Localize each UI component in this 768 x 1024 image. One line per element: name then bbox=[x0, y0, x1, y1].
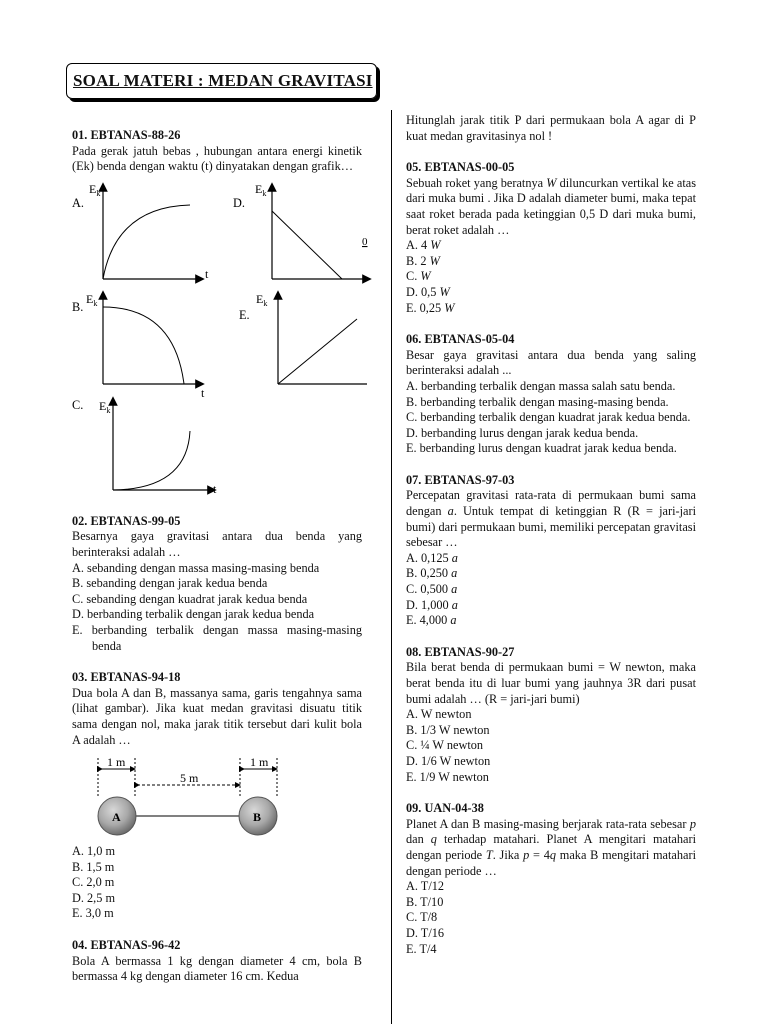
question-title: 09. UAN-04-38 bbox=[406, 801, 484, 816]
graph-c-t-label: t bbox=[213, 481, 217, 496]
column-divider bbox=[391, 110, 392, 1024]
spacer bbox=[406, 785, 696, 801]
option-b: B. 1/3 W newton bbox=[406, 722, 490, 737]
spacer bbox=[72, 922, 362, 938]
option-d: D. berbanding terbalik dengan jarak kedua benda bbox=[72, 607, 315, 622]
title-box bbox=[66, 63, 377, 99]
graph-d-ek-label: $E_k$ bbox=[255, 181, 267, 198]
question-title: 01. EBTANAS-88-26 bbox=[72, 128, 181, 142]
graph-b-curve bbox=[103, 307, 184, 384]
graph-d-line bbox=[272, 211, 342, 279]
spacer bbox=[72, 654, 362, 670]
option-e: E. berbanding terbalik dengan massa masing-masing benda bbox=[72, 622, 362, 653]
option-c: C. 0,500 a bbox=[406, 582, 458, 597]
graph-d-zero-label: 0 bbox=[362, 235, 368, 248]
option-e: E. 4,000 a bbox=[406, 613, 457, 628]
graph-a-curve bbox=[103, 205, 190, 279]
question-title: 03. EBTANAS-94-18 bbox=[72, 670, 181, 685]
option-e: E. 1/9 W newton bbox=[406, 769, 489, 784]
option-a: A. 4 W bbox=[406, 238, 441, 253]
graph-b-label: B. bbox=[72, 299, 84, 314]
graph-a bbox=[72, 182, 209, 281]
two-balls-figure bbox=[72, 756, 362, 838]
question-text: Dua bola A dan B, massanya sama, garis tengahnya sama (lihat gambar). Jika kuat medan gravitasi disuatu titik sama dengan nol, maka jarak titik tersebut dari kulit bola A adalah … bbox=[72, 685, 362, 747]
option-a: A. sebanding dengan massa masing-masing benda bbox=[72, 560, 320, 575]
option-a: A. 0,125 a bbox=[406, 550, 458, 565]
option-d: D. 2,5 m bbox=[72, 890, 116, 905]
spacer bbox=[406, 457, 696, 473]
dim-label-a: 1 m bbox=[107, 756, 126, 770]
option-b: B. 2 W bbox=[406, 253, 440, 268]
question-09 bbox=[406, 801, 696, 957]
option-c: C. ¼ W newton bbox=[406, 738, 484, 753]
graph-e-ek-label: $E_k$ bbox=[256, 291, 268, 308]
dim-label-b: 1 m bbox=[250, 756, 269, 770]
question-07 bbox=[406, 473, 696, 629]
option-b: B. sebanding dengan jarak kedua benda bbox=[72, 576, 268, 591]
question-title: 07. EBTANAS-97-03 bbox=[406, 472, 515, 487]
question-text: Bila berat benda di permukaan bumi = W newton, maka berat benda itu di luar bumi yang jauhnya 3R dari pusat bumi adalah … (R = jari-jari bumi) bbox=[406, 660, 696, 706]
option-a: A. berbanding terbalik dengan massa salah satu benda. bbox=[406, 378, 676, 393]
graph-a-label: A. bbox=[72, 195, 84, 210]
question-text: Percepatan gravitasi rata-rata di permukaan bumi sama dengan a. Untuk tempat di ketinggian R (R = jari-jari bumi) dari permukaan bumi, memiliki percepatan gravitasi sebesar … bbox=[406, 488, 696, 550]
option-b: B. 1,5 m bbox=[72, 859, 115, 874]
option-d: D. berbanding lurus dengan jarak kedua benda. bbox=[406, 425, 639, 440]
option-e: E. 3,0 m bbox=[72, 906, 114, 921]
question-01 bbox=[72, 128, 368, 509]
right-column bbox=[406, 113, 696, 957]
graph-b-t-label: t bbox=[201, 385, 205, 400]
graph-c-label: C. bbox=[72, 397, 84, 412]
graph-e-label: E. bbox=[239, 307, 250, 322]
graph-c-curve bbox=[113, 431, 190, 490]
option-e: E. 0,25 W bbox=[406, 300, 455, 315]
graph-b-ek-label: $E_k$ bbox=[86, 291, 98, 308]
graph-c-ek-label: $E_k$ bbox=[99, 398, 111, 415]
question-08 bbox=[406, 645, 696, 785]
question-04-continued: Hitunglah jarak titik P dari permukaan bola A agar di P kuat medan gravitasinya nol ! bbox=[406, 113, 696, 143]
option-c: C. T/8 bbox=[406, 910, 438, 925]
spacer bbox=[406, 629, 696, 645]
option-a: A. T/12 bbox=[406, 879, 445, 894]
graph-a-t-label: t bbox=[205, 266, 209, 281]
graph-c bbox=[72, 398, 217, 496]
option-c: C. 2,0 m bbox=[72, 875, 115, 890]
option-d: D. 0,5 W bbox=[406, 284, 450, 299]
question-text: Besar gaya gravitasi antara dua benda yang saling berinteraksi adalah ... bbox=[406, 347, 696, 378]
graph-d bbox=[233, 182, 368, 279]
option-d: D. 1/6 W newton bbox=[406, 753, 491, 768]
graph-e bbox=[239, 292, 367, 384]
graph-d-label: D. bbox=[233, 195, 245, 210]
option-c: C. W bbox=[406, 269, 431, 284]
question-text: Planet A dan B masing-masing berjarak rata-rata sebesar p dan q terhadap matahari. Planet A mengitari matahari dengan periode T. Jika p = 4q maka B mengitari matahari dengan periode … bbox=[406, 816, 697, 878]
graph-a-ek-label: $E_k$ bbox=[89, 181, 101, 198]
question-06 bbox=[406, 332, 696, 457]
spacer bbox=[406, 144, 696, 160]
option-c: C. berbanding terbalik dengan kuadrat jarak kedua benda. bbox=[406, 410, 691, 425]
option-a: A. W newton bbox=[406, 707, 472, 722]
graph-b bbox=[72, 292, 205, 400]
question-title: 04. EBTANAS-96-42 bbox=[72, 938, 181, 953]
option-e: E. berbanding lurus dengan kuadrat jarak kedua benda. bbox=[406, 441, 677, 456]
spacer bbox=[406, 316, 696, 332]
question-03 bbox=[72, 670, 362, 922]
left-column bbox=[72, 128, 368, 985]
ball-a-label: A bbox=[112, 810, 121, 825]
option-e: E. T/4 bbox=[406, 941, 437, 956]
option-d: D. T/16 bbox=[406, 925, 445, 940]
option-b: B. T/10 bbox=[406, 894, 444, 909]
question-title: 06. EBTANAS-05-04 bbox=[406, 332, 515, 347]
question-title: 08. EBTANAS-90-27 bbox=[406, 644, 515, 659]
question-text: Pada gerak jatuh bebas , hubungan antara energi kinetik (Ek) benda dengan waktu (t) dinyatakan dengan grafik… bbox=[72, 143, 362, 174]
question-04 bbox=[72, 938, 362, 985]
question-text: Besarnya gaya gravitasi antara dua benda yang berinteraksi adalah … bbox=[72, 529, 362, 559]
option-b: B. berbanding terbalik dengan masing-masing benda. bbox=[406, 394, 669, 409]
question-02 bbox=[72, 514, 362, 654]
page-title: SOAL MATERI : MEDAN GRAVITASI bbox=[73, 71, 373, 90]
option-a: A. 1,0 m bbox=[72, 844, 116, 859]
question-title: 02. EBTANAS-99-05 bbox=[72, 513, 181, 528]
question-text: Bola A bermassa 1 kg dengan diameter 4 cm, bola B bermassa 4 kg dengan diameter 16 cm. Kedua bbox=[72, 953, 362, 984]
ek-t-graphs-figure bbox=[72, 179, 372, 509]
question-title: 05. EBTANAS-00-05 bbox=[406, 160, 515, 175]
option-d: D. 1,000 a bbox=[406, 597, 458, 612]
dim-label-mid: 5 m bbox=[180, 771, 199, 786]
option-b: B. 0,250 a bbox=[406, 566, 458, 581]
option-c: C. sebanding dengan kuadrat jarak kedua benda bbox=[72, 591, 308, 606]
graph-e-line bbox=[278, 319, 357, 384]
question-text: Sebuah roket yang beratnya W diluncurkan vertikal ke atas dari muka bumi . Jika D adalah diameter bumi, maka tepat saat roket berada pada ketinggian 0,5 D dari muka bumi, berat roket adalah … bbox=[406, 175, 696, 237]
question-05 bbox=[406, 160, 696, 316]
ball-b-label: B bbox=[253, 810, 262, 825]
